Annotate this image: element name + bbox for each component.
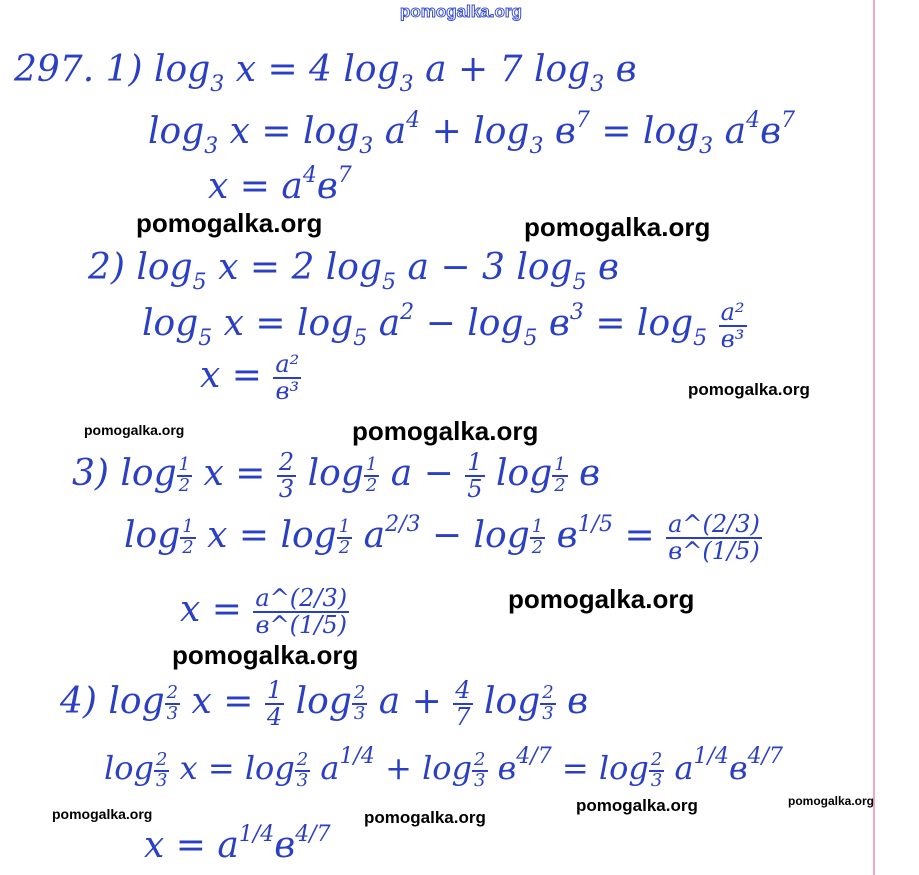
expr-text: − log	[420, 515, 530, 557]
expr-text: a + 7 log	[413, 49, 591, 90]
fraction-numerator: 1	[531, 516, 544, 538]
expr-text: в	[567, 453, 601, 495]
log-base: 5	[693, 326, 708, 352]
expr-text: x =	[180, 589, 242, 631]
expr-text: a	[310, 749, 340, 787]
fraction-denominator: 7	[455, 703, 471, 732]
expr-text: в	[537, 303, 570, 345]
expr-text: a	[713, 111, 747, 152]
expr-text: в	[728, 749, 748, 787]
fraction-denominator: в³	[275, 377, 300, 406]
fraction-numerator: 2	[474, 748, 486, 770]
problem-4-line-3	[144, 824, 331, 864]
fraction-denominator: 5	[467, 475, 483, 504]
expr-text: a −	[379, 453, 454, 495]
exponent: 7	[781, 108, 796, 133]
expr-text: в	[545, 515, 578, 557]
log-base-fraction	[649, 748, 664, 791]
coefficient-fraction	[465, 450, 484, 502]
exponent: 3	[569, 300, 584, 326]
log-base-fraction	[472, 748, 487, 791]
log-base-fraction	[552, 456, 567, 496]
exponent: 7	[575, 108, 590, 133]
fraction-numerator: 2	[296, 748, 309, 770]
expr-text: a +	[367, 681, 442, 723]
problem-4-line-2	[104, 746, 783, 790]
fraction-denominator: 3	[278, 475, 295, 504]
exponent: 1/4	[693, 744, 729, 769]
fraction-denominator: 2	[178, 475, 191, 497]
fraction-numerator: 2	[155, 748, 168, 770]
fraction-denominator: 3	[296, 769, 309, 791]
problem-3-line-3	[180, 586, 349, 638]
expr-text: log	[142, 303, 199, 345]
exponent: 2	[400, 300, 415, 326]
watermark: pomogalka.org	[136, 208, 323, 238]
log-base: 3	[359, 134, 374, 159]
log-base-fraction	[165, 684, 180, 724]
expr-text: log	[148, 111, 205, 152]
expr-text: log	[124, 515, 181, 557]
expr-text: в	[604, 49, 637, 90]
problem-1-line-2	[148, 110, 795, 158]
expr-text: log	[296, 453, 364, 495]
watermark: pomogalka.org	[364, 808, 486, 827]
watermark: pomogalka.org	[352, 416, 539, 446]
expr-text: log	[284, 681, 352, 723]
expr-text: x = a	[144, 825, 239, 866]
problem-4-label: 4)	[60, 681, 97, 723]
watermark-top: pomogalka.org	[400, 2, 522, 21]
log-base-fraction	[154, 748, 169, 791]
fraction-numerator: a^(2/3)	[668, 510, 760, 538]
fraction-numerator: 1	[365, 454, 378, 476]
fraction-denominator: 3	[650, 769, 663, 791]
expr-text: a	[352, 515, 386, 557]
coefficient-fraction	[265, 678, 284, 730]
notebook-margin-line	[873, 0, 875, 875]
expr-text: в	[487, 749, 517, 787]
log-base: 3	[210, 72, 225, 97]
expr-text: a	[373, 111, 407, 152]
expr-text: log	[108, 681, 165, 723]
problem-1-line-3	[208, 165, 352, 205]
expr-text: x =	[200, 355, 262, 397]
expr-text: x =	[192, 453, 266, 495]
coefficient-fraction	[453, 678, 472, 730]
fraction	[273, 352, 301, 404]
expr-text: в	[316, 166, 338, 207]
log-base: 5	[353, 326, 368, 352]
expr-text: log	[472, 681, 541, 723]
log-base: 3	[529, 134, 544, 159]
exponent: 2/3	[385, 512, 421, 538]
log-base-fraction	[295, 748, 310, 791]
fraction-denominator: 3	[166, 703, 179, 725]
problem-2-line-2	[142, 300, 747, 352]
coefficient-fraction	[277, 450, 296, 502]
fraction	[719, 300, 747, 352]
fraction-denominator: в³	[720, 325, 745, 354]
log-base: 5	[572, 270, 587, 295]
exponent: 1/4	[339, 744, 375, 769]
fraction-numerator: 2	[353, 682, 366, 704]
watermark: pomogalka.org	[84, 422, 185, 438]
problem-2-line-3	[200, 352, 301, 404]
fraction-numerator: 1	[554, 454, 566, 476]
fraction-denominator: 3	[155, 769, 168, 791]
expr-text: = log	[551, 749, 649, 787]
expr-text: log	[484, 453, 553, 495]
fraction	[666, 512, 762, 564]
watermark: pomogalka.org	[508, 584, 695, 614]
exponent: 1/5	[577, 512, 614, 538]
watermark: pomogalka.org	[688, 380, 810, 399]
log-base: 5	[382, 270, 397, 295]
fraction-numerator: 2	[650, 748, 663, 770]
problem-1-label: 1)	[105, 49, 143, 90]
watermark: pomogalka.org	[52, 806, 153, 822]
problem-1-line-1	[14, 49, 637, 97]
fraction-denominator: 2	[182, 537, 194, 559]
fraction-denominator: 4	[266, 703, 283, 732]
log-base-fraction	[352, 684, 367, 724]
problem-3-line-1	[72, 450, 600, 502]
log-base: 5	[198, 326, 213, 352]
fraction-numerator: 1	[338, 516, 351, 538]
log-base-fraction	[530, 518, 545, 558]
fraction-denominator: 3	[474, 769, 486, 791]
problem-4-line-1	[60, 678, 588, 730]
expr-text: a − 3 log	[396, 247, 573, 288]
expr-text: в	[586, 247, 619, 288]
expr-text: в	[274, 825, 296, 866]
watermark: pomogalka.org	[172, 640, 359, 670]
expr-text: log	[120, 453, 177, 495]
exponent: 4	[746, 108, 761, 133]
expr-text: в	[760, 111, 782, 152]
problem-number: 297.	[14, 49, 95, 90]
fraction-numerator: a^(2/3)	[255, 584, 348, 612]
expr-text: = log	[589, 111, 700, 152]
fraction-denominator: 2	[554, 475, 566, 497]
exponent: 4/7	[747, 744, 783, 769]
problem-3-label: 3)	[72, 453, 109, 495]
watermark: pomogalka.org	[524, 212, 711, 242]
expr-text: + log	[420, 111, 530, 152]
fraction-denominator: 3	[542, 703, 554, 725]
fraction	[253, 586, 349, 638]
exponent: 1/4	[238, 822, 275, 847]
expr-text: x = log	[169, 749, 295, 787]
expr-text: log	[136, 247, 193, 288]
watermark: pomogalka.org	[788, 794, 875, 808]
log-base: 5	[192, 270, 207, 295]
log-base: 3	[204, 134, 219, 159]
log-base: 5	[523, 326, 538, 352]
log-base: 3	[590, 72, 605, 97]
fraction-denominator: 3	[353, 703, 366, 725]
log-base: 3	[399, 72, 414, 97]
expr-text: x = log	[212, 303, 354, 345]
expr-text: =	[613, 515, 655, 557]
fraction-numerator: 2	[278, 448, 295, 476]
expr-text: = log	[583, 303, 694, 345]
fraction-numerator: 1	[182, 516, 194, 538]
expr-text: − log	[414, 303, 524, 345]
log-base-fraction	[177, 456, 192, 496]
fraction-denominator: 2	[338, 537, 351, 559]
expr-text: a	[664, 749, 694, 787]
expr-text: a	[367, 303, 401, 345]
fraction-numerator: a²	[275, 350, 300, 378]
expr-text: log	[154, 49, 211, 90]
fraction-denominator: 2	[365, 475, 378, 497]
fraction-denominator: в^(1/5)	[255, 611, 347, 640]
fraction-numerator: 2	[166, 682, 179, 704]
log-base-fraction	[540, 684, 555, 724]
exponent: 4	[302, 163, 317, 188]
expr-text: x = 4 log	[224, 49, 400, 90]
log-base: 3	[699, 134, 714, 159]
expr-text: x = a	[208, 166, 303, 207]
problem-2-line-1	[88, 247, 619, 295]
fraction-numerator: 4	[455, 676, 471, 704]
expr-text: x = 2 log	[206, 247, 383, 288]
expr-text: в	[543, 111, 576, 152]
fraction-numerator: 1	[178, 454, 191, 476]
problem-2-label: 2)	[88, 247, 125, 288]
expr-text: x = log	[195, 515, 337, 557]
expr-text: в	[555, 681, 589, 723]
problem-3-line-2	[124, 512, 762, 564]
fraction-denominator: в^(1/5)	[668, 537, 760, 566]
expr-text: log	[104, 749, 154, 787]
fraction-denominator: 2	[531, 537, 544, 559]
fraction-numerator: a²	[720, 298, 745, 326]
exponent: 7	[337, 163, 352, 188]
expr-text: x = log	[218, 111, 360, 152]
fraction-numerator: 2	[542, 682, 554, 704]
exponent: 4/7	[516, 744, 552, 769]
expr-text: + log	[374, 749, 473, 787]
log-base-fraction	[364, 456, 379, 496]
log-base-fraction	[180, 518, 195, 558]
fraction-numerator: 1	[467, 448, 483, 476]
expr-text: x =	[180, 681, 254, 723]
watermark: pomogalka.org	[576, 796, 698, 815]
log-base-fraction	[337, 518, 352, 558]
exponent: 4/7	[295, 822, 331, 847]
fraction-numerator: 1	[266, 676, 283, 704]
exponent: 4	[406, 108, 421, 133]
